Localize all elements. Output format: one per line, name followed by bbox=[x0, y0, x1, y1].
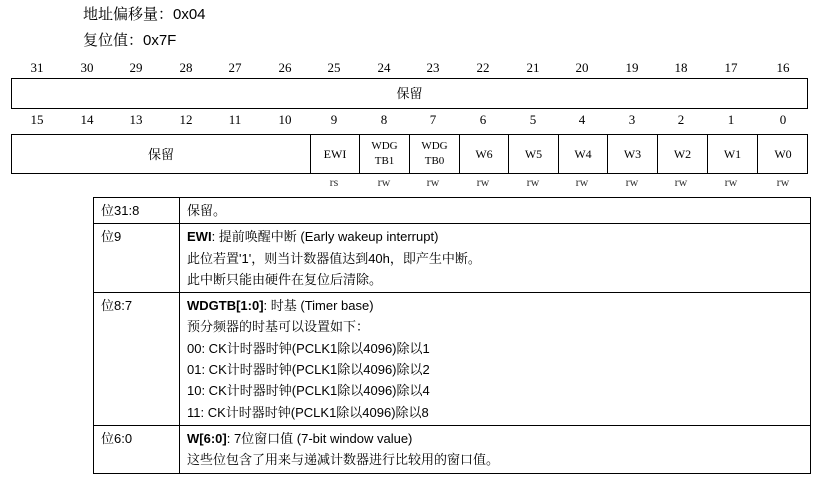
bit-number: 3 bbox=[628, 112, 636, 127]
field-title: : 提前唤醒中断 (Early wakeup interrupt) bbox=[211, 229, 439, 245]
access-type: rw bbox=[724, 175, 738, 189]
bit-number: 24 bbox=[377, 60, 391, 75]
access-type: rw bbox=[377, 175, 391, 189]
bit-number: 27 bbox=[228, 60, 242, 75]
bit-range: 位9 bbox=[94, 224, 180, 293]
bit-number: 7 bbox=[429, 112, 437, 127]
bit-number: 1 bbox=[727, 112, 735, 127]
bit-number: 26 bbox=[278, 60, 292, 75]
ewi-field: EWI bbox=[310, 135, 359, 173]
access-type: rw bbox=[776, 175, 790, 189]
description-text: 此中断只能由硬件在复位后清除。 bbox=[187, 271, 383, 287]
description-text: 00: CK计时器时钟(PCLK1除以4096)除以1 bbox=[187, 340, 430, 356]
w5-field: W5 bbox=[508, 135, 558, 173]
bit-number: 17 bbox=[724, 60, 738, 75]
w3-field: W3 bbox=[607, 135, 657, 173]
w2-field: W2 bbox=[657, 135, 707, 173]
bit-number: 19 bbox=[625, 60, 639, 75]
bit-number: 13 bbox=[129, 112, 143, 127]
bit-number: 4 bbox=[578, 112, 586, 127]
bit-description-table bbox=[93, 197, 811, 474]
bit-number: 12 bbox=[179, 112, 193, 127]
wdgtb1-field: WDG TB1 bbox=[359, 135, 409, 173]
bit-number: 8 bbox=[380, 112, 388, 127]
upper-register-row bbox=[11, 78, 808, 109]
bit-description bbox=[180, 293, 811, 426]
access-type: rw bbox=[625, 175, 639, 189]
w4-field: W4 bbox=[558, 135, 607, 173]
lower-reserved-field: 保留 bbox=[147, 146, 174, 162]
bit-number: 25 bbox=[327, 60, 341, 75]
bit-number: 11 bbox=[228, 112, 242, 127]
table-row bbox=[94, 293, 811, 426]
access-type: rw bbox=[674, 175, 688, 189]
bit-number: 30 bbox=[80, 60, 94, 75]
access-type: rw bbox=[575, 175, 589, 189]
bit-number: 9 bbox=[330, 112, 338, 127]
reset-value: 复位值：0x7F bbox=[83, 32, 177, 49]
bit-number: 20 bbox=[575, 60, 589, 75]
bit-number: 16 bbox=[776, 60, 790, 75]
bit-number: 6 bbox=[479, 112, 487, 127]
bit-range: 位31:8 bbox=[94, 198, 180, 224]
description-text: 这些位包含了用来与递减计数器进行比较用的窗口值。 bbox=[187, 452, 500, 468]
bit-number: 18 bbox=[674, 60, 688, 75]
field-title: : 7位窗口值 (7-bit window value) bbox=[226, 430, 413, 446]
bit-number: 22 bbox=[476, 60, 490, 75]
bit-number: 10 bbox=[278, 112, 292, 127]
bit-description bbox=[180, 425, 811, 473]
field-title: : 时基 (Timer base) bbox=[263, 298, 374, 314]
access-type: rw bbox=[476, 175, 490, 189]
bit-number: 0 bbox=[779, 112, 787, 127]
table-row bbox=[94, 425, 811, 473]
bit-number: 2 bbox=[677, 112, 685, 127]
table-row bbox=[94, 198, 811, 224]
table-row bbox=[94, 224, 811, 293]
address-offset: 地址偏移量：0x04 bbox=[83, 6, 206, 23]
bit-number: 15 bbox=[30, 112, 44, 127]
description-text: 保留。 bbox=[187, 203, 227, 218]
field-name: W[6:0] bbox=[187, 430, 227, 446]
description-title bbox=[187, 295, 803, 316]
w0-field: W0 bbox=[757, 135, 808, 173]
upper-reserved-field: 保留 bbox=[396, 86, 423, 101]
bit-range: 位6:0 bbox=[94, 425, 180, 473]
field-name: EWI bbox=[187, 229, 212, 245]
bit-description bbox=[180, 224, 811, 293]
description-title bbox=[187, 226, 803, 247]
bit-number: 29 bbox=[129, 60, 143, 75]
bit-number: 5 bbox=[529, 112, 537, 127]
bit-number: 23 bbox=[426, 60, 440, 75]
description-text: 此位若置'1'，则当计数器值达到40h，即产生中断。 bbox=[187, 250, 481, 266]
bit-number: 28 bbox=[179, 60, 193, 75]
w1-field: W1 bbox=[707, 135, 757, 173]
description-text: 01: CK计时器时钟(PCLK1除以4096)除以2 bbox=[187, 362, 430, 378]
bit-number: 31 bbox=[30, 60, 44, 75]
access-type: rs bbox=[329, 175, 339, 189]
description-title bbox=[187, 428, 803, 449]
access-type: rw bbox=[526, 175, 540, 189]
bit-description bbox=[180, 198, 811, 224]
bit-range: 位8:7 bbox=[94, 293, 180, 426]
lower-register-row bbox=[11, 134, 808, 174]
description-text: 预分频器的时基可以设置如下： bbox=[187, 319, 370, 335]
bit-number: 21 bbox=[526, 60, 540, 75]
description-text: 11: CK计时器时钟(PCLK1除以4096)除以8 bbox=[187, 404, 429, 420]
w6-field: W6 bbox=[459, 135, 508, 173]
field-name: WDGTB[1:0] bbox=[187, 298, 264, 314]
bit-number: 14 bbox=[80, 112, 94, 127]
wdgtb0-field: WDG TB0 bbox=[409, 135, 459, 173]
description-text: 10: CK计时器时钟(PCLK1除以4096)除以4 bbox=[187, 383, 430, 399]
access-type: rw bbox=[426, 175, 440, 189]
